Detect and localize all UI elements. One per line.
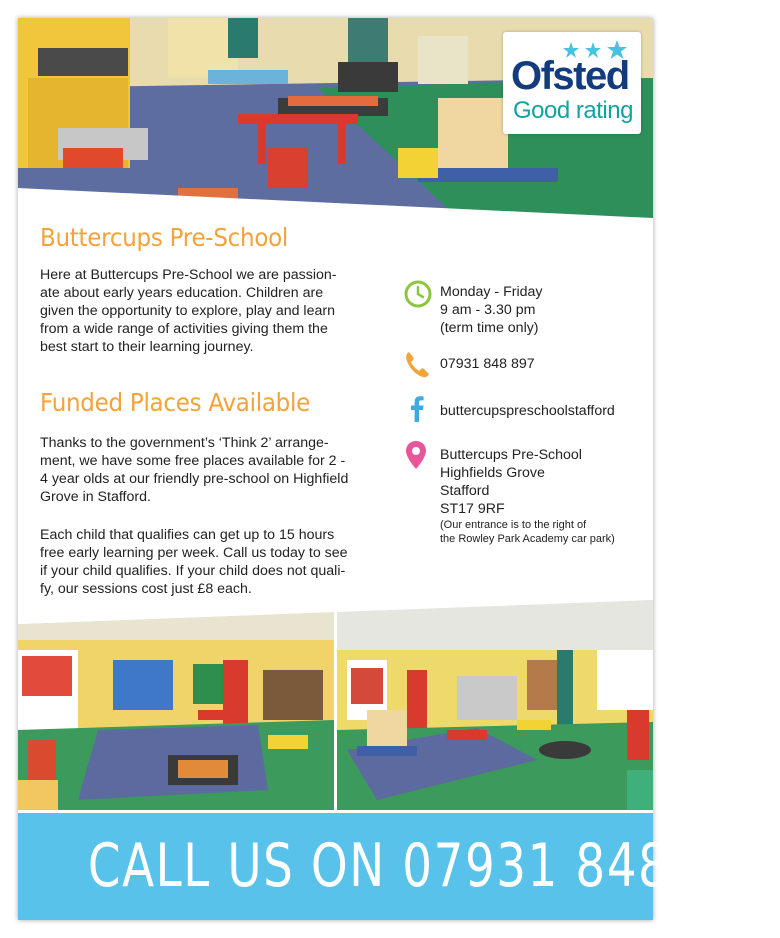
funded-heading: Funded Places Available [40,388,310,417]
ofsted-rating: Good rating [513,97,633,124]
entrance-note-2: the Rowley Park Academy car park) [440,533,615,545]
hours-time: 9 am - 3.30 pm [440,302,536,318]
classroom-photo-right [337,610,653,810]
ofsted-badge [503,32,641,134]
address-line-3: Stafford [440,483,490,499]
funded-paragraph-1: Thanks to the government’s ‘Think 2’ arrange- ment, we have some free places available for 2 - 4 year olds at our friendly pre-school on Highfield Grove in Stafford. [40,435,349,505]
facebook-icon [404,394,430,422]
facebook-handle[interactable]: buttercupspreschoolstafford [440,403,615,419]
address-line-2: Highfields Grove [440,465,545,481]
clock-icon [404,280,432,308]
ofsted-wordmark: Ofsted [511,54,629,98]
phone-icon [404,350,430,378]
location-pin-icon [404,440,428,470]
phone-number[interactable]: 07931 848 897 [440,356,535,372]
funded-paragraph-2: Each child that qualifies can get up to 15 hours free early learning per week. Call us today to see if your child qualifies. If your child does not quali- fy, our sessions cost just £8 each. [40,527,348,597]
hours-days: Monday - Friday [440,284,543,300]
classroom-photo-left [18,610,334,810]
flyer-sheet [18,18,780,920]
hours-note: (term time only) [440,320,539,336]
intro-heading: Buttercups Pre-School [40,223,289,252]
address-postcode: ST17 9RF [440,501,505,517]
call-to-action-banner [18,813,780,920]
address-line-1: Buttercups Pre-School [440,447,582,463]
entrance-note-1: (Our entrance is to the right of [440,519,587,531]
call-to-action-text[interactable]: CALL US ON 07931 848 897 [87,831,780,901]
hero-photo-classroom [18,18,653,218]
intro-paragraph: Here at Buttercups Pre-School we are passion- ate about early years education. Children are given the opportunity to explore, play and learn from a wide range of activities giving them the best start to their learning journey. [40,267,337,355]
